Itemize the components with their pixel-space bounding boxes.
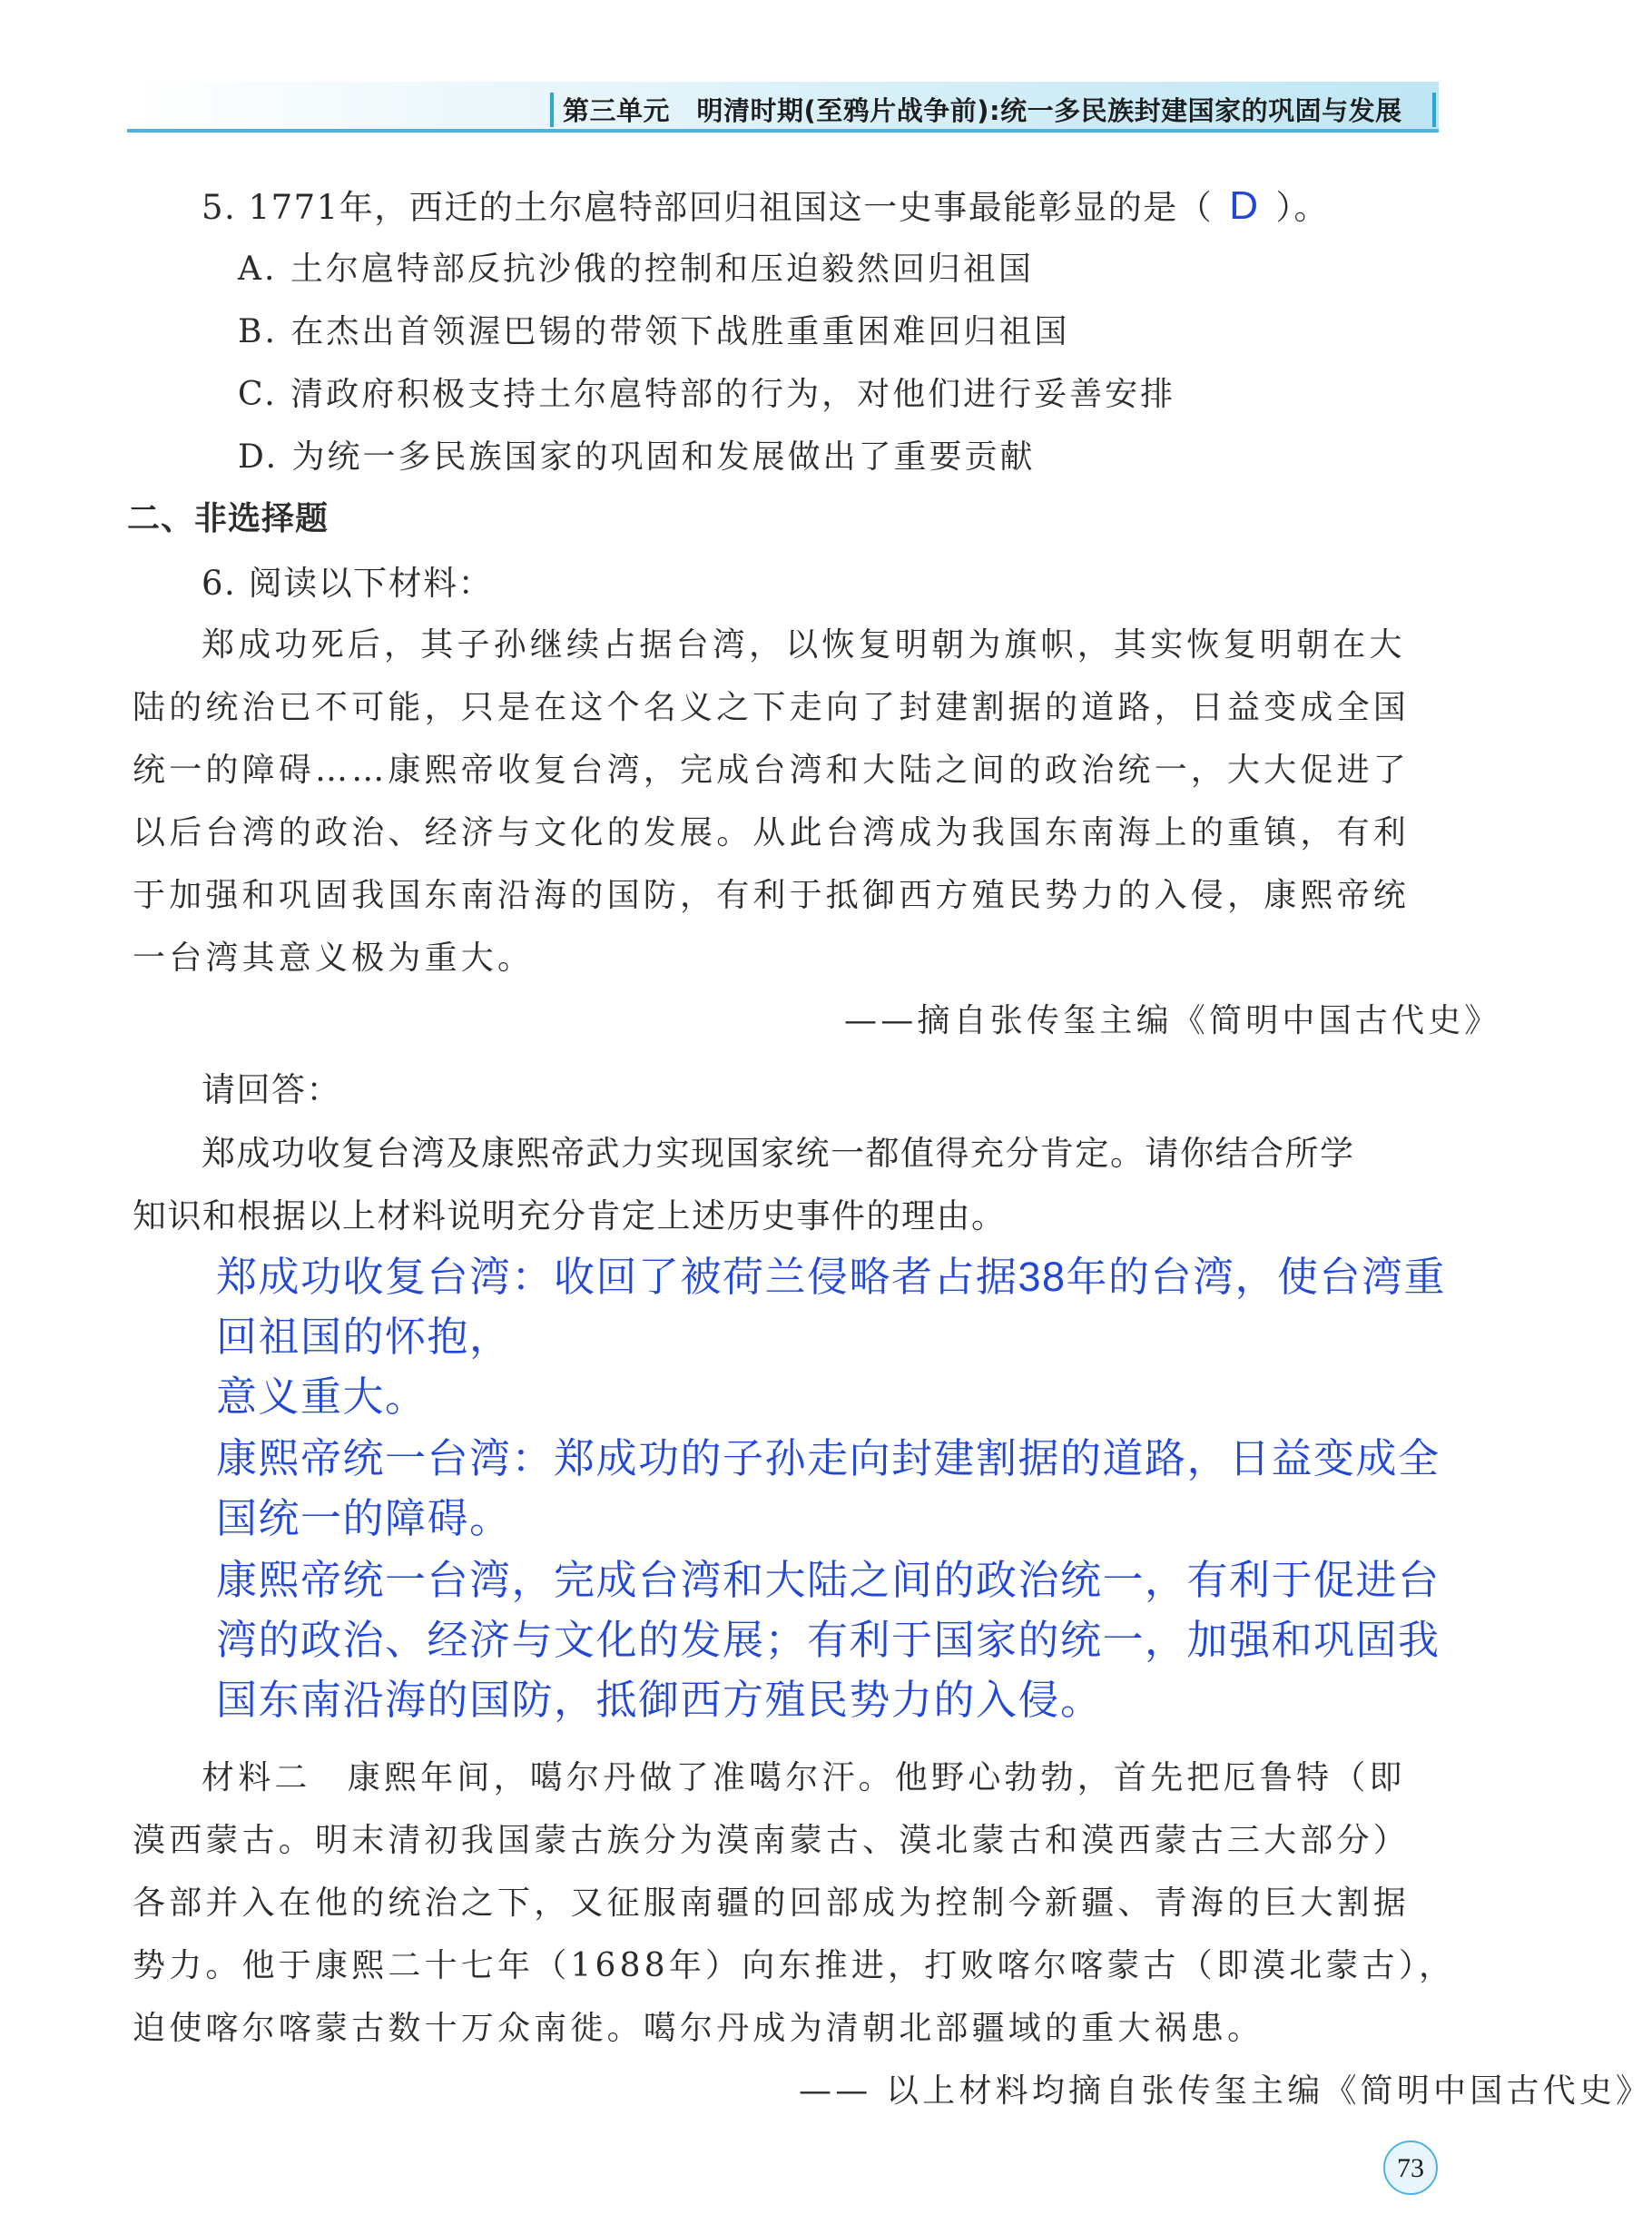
header-divider-right (1432, 93, 1436, 127)
q6-answer-line: 康熙帝统一台湾：郑成功的子孙走向封建割据的道路，日益变成全 (216, 1435, 1441, 1481)
q7-material-line: 迫使喀尔喀蒙古数十万众南徙。噶尔丹成为清朝北部疆域的重大祸患。 (133, 2010, 1264, 2047)
unit-title: 第三单元 明清时期(至鸦片战争前):统一多民族封建国家的巩固与发展 (563, 95, 1402, 126)
q6-answer-line: 湾的政治、经济与文化的发展；有利于国家的统一，加强和巩固我 (216, 1617, 1441, 1663)
q7-material-line: 势力。他于康熙二十七年（1688年）向东推进，打败喀尔喀蒙古（即漠北蒙古）， (133, 1947, 1456, 1984)
header-rule (127, 129, 1439, 133)
q6-answer-line: 郑成功收复台湾：收回了被荷兰侵略者占据38年的台湾，使台湾重 (216, 1254, 1447, 1300)
q6-answer-line: 意义重大。 (216, 1373, 428, 1420)
q6-question-line: 知识和根据以上材料说明充分肯定上述历史事件的理由。 (133, 1196, 1007, 1235)
q6-source: ——摘自张传玺主编《简明中国古代史》 (844, 1002, 1501, 1039)
q6-material-line: 一台湾其意义极为重大。 (133, 940, 535, 977)
q6-prompt-label: 请回答： (202, 1070, 341, 1109)
q6-question-line: 郑成功收复台湾及康熙帝武力实现国家统一都值得充分肯定。请你结合所学 (202, 1134, 1355, 1173)
section-heading: 二、非选择题 (127, 500, 329, 537)
q5-stem-end: ）。 (1275, 188, 1330, 227)
q7-material-line: 各部并入在他的统治之下，又征服南疆的回部成为控制今新疆、青海的巨大割据 (133, 1884, 1411, 1922)
q6-material-line: 郑成功死后，其子孙继续占据台湾，以恢复明朝为旗帜，其实恢复明朝在大 (202, 626, 1406, 664)
q5-stem (202, 180, 1329, 229)
header-divider-left (550, 93, 554, 127)
q5-stem-text: 5. 1771年，西迁的土尔扈特部回归祖国这一史事最能彰显的是（ (202, 188, 1214, 227)
q5-option-d: D. 为统一多民族国家的巩固和发展做出了重要贡献 (238, 438, 1036, 476)
q7-material-line: 漠西蒙古。明末清初我国蒙古族分为漠南蒙古、漠北蒙古和漠西蒙古三大部分） (133, 1822, 1411, 1859)
q6-answer-line: 国东南沿海的国防，抵御西方殖民势力的入侵。 (216, 1677, 1103, 1723)
q6-answer-line: 回祖国的怀抱， (216, 1314, 512, 1360)
page-number-badge (1383, 2140, 1438, 2195)
q6-material-line: 于加强和巩固我国东南沿海的国防，有利于抵御西方殖民势力的入侵，康熙帝统 (133, 877, 1411, 914)
q7-source: —— 以上材料均摘自张传玺主编《简明中国古代史》 (799, 2072, 1652, 2110)
q6-material-line: 统一的障碍……康熙帝收复台湾，完成台湾和大陆之间的政治统一，大大促进了 (133, 752, 1411, 789)
q6-material-line: 陆的统治已不可能，只是在这个名义之下走向了封建割据的道路，日益变成全国 (133, 689, 1411, 726)
q6-answer-line: 康熙帝统一台湾，完成台湾和大陆之间的政治统一，有利于促进台 (216, 1557, 1441, 1603)
q6-intro: 6. 阅读以下材料： (202, 564, 494, 603)
q7-material-line: 材料二 康熙年间，噶尔丹做了准噶尔汗。他野心勃勃，首先把厄鲁特（即 (202, 1759, 1406, 1796)
q5-answer: D (1229, 183, 1260, 228)
q5-option-c: C. 清政府积极支持土尔扈特部的行为，对他们进行妥善安排 (238, 376, 1176, 413)
page-number: 73 (1397, 2153, 1424, 2183)
q5-option-a: A. 土尔扈特部反抗沙俄的控制和压迫毅然回归祖国 (238, 251, 1034, 288)
q5-option-b: B. 在杰出首领渥巴锡的带领下战胜重重困难回归祖国 (238, 313, 1070, 350)
q6-answer-line: 国统一的障碍。 (216, 1495, 512, 1541)
q6-material-line: 以后台湾的政治、经济与文化的发展。从此台湾成为我国东南海上的重镇，有利 (133, 814, 1411, 851)
